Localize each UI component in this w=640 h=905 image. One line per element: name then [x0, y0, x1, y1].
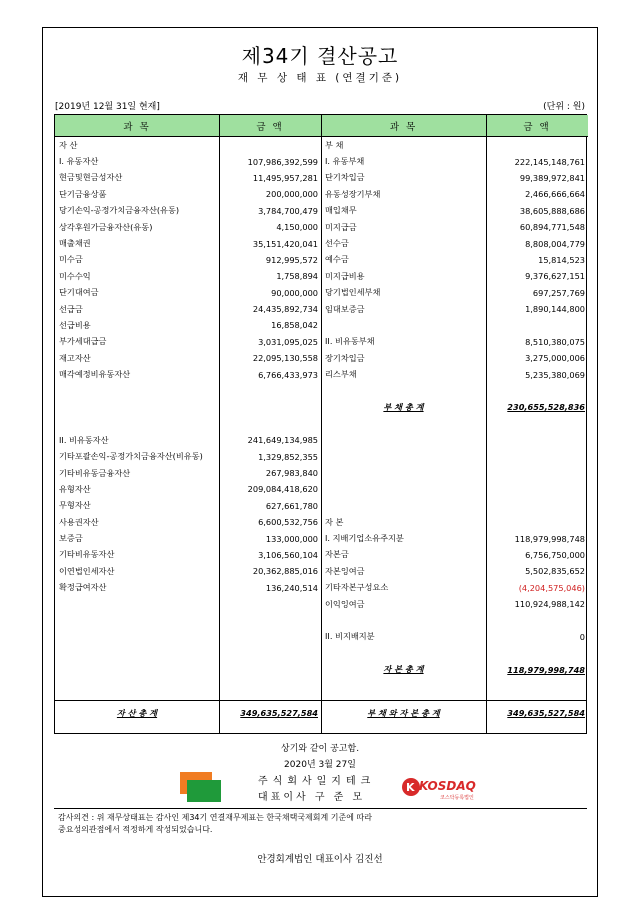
liability-equity-row [321, 580, 588, 596]
asset-value: 3,106,560,104 [258, 549, 318, 560]
right-amount-header: 금 액 [486, 115, 588, 137]
right-item-header: 과 목 [321, 115, 486, 137]
asset-label: 보증금 [59, 533, 83, 544]
liability-equity-row [321, 334, 588, 350]
liability-equity-label: II. 비지배지분 [325, 631, 375, 642]
kosdaq-logo-subtext: 코스닥등록법인 [440, 795, 474, 801]
asset-row [55, 301, 321, 317]
asset-value: 200,000,000 [265, 189, 318, 200]
asset-value: 3,784,700,479 [258, 205, 318, 216]
asset-label: 단기대여금 [59, 287, 99, 298]
asset-row [55, 317, 321, 333]
asset-value: 24,435,892,734 [252, 304, 318, 315]
asset-value: 90,000,000 [271, 287, 318, 298]
liability-equity-value: (4,204,575,046) [518, 582, 585, 593]
asset-label: 미수수익 [59, 270, 91, 281]
liability-equity-row [321, 432, 588, 448]
liabilities-equity-total-row [321, 705, 588, 721]
liability-equity-row [321, 317, 588, 333]
audit-opinion [54, 808, 587, 838]
totals-divider [55, 700, 586, 701]
liability-equity-row [321, 203, 588, 219]
asset-row [55, 580, 321, 596]
asset-label: 부가세대급금 [59, 336, 107, 347]
asset-row [55, 514, 321, 530]
asset-row [55, 448, 321, 464]
liability-equity-label: 임대보증금 [325, 303, 365, 314]
asset-label: 유형자산 [59, 483, 91, 494]
asset-value: 22,095,130,558 [252, 353, 318, 364]
left-item-header: 과 목 [55, 115, 219, 137]
asset-value: 3,031,095,025 [258, 336, 318, 347]
asset-value: 11,495,957,281 [252, 172, 318, 183]
liabilities-equity-total-label: 부 채 와 자 본 총 계 [367, 707, 440, 718]
asset-value: 912,995,572 [265, 254, 318, 265]
company-logo-green [187, 780, 221, 802]
liability-equity-value: 3,275,000,006 [525, 353, 585, 364]
liability-equity-row [321, 186, 588, 202]
liability-equity-row [321, 219, 588, 235]
asset-value: 107,986,392,599 [247, 156, 318, 167]
kosdaq-logo-k: K [406, 781, 415, 794]
liability-equity-row [321, 645, 588, 661]
page-title: 제34기 결산공고 [241, 44, 399, 68]
liabilities-equity-total-value: 349,635,527,584 [507, 708, 585, 719]
liability-equity-row [321, 514, 588, 530]
asset-label: 미수금 [59, 254, 83, 265]
liability-equity-value: 15,814,523 [538, 254, 585, 265]
asset-row [55, 219, 321, 235]
asset-value: 1,329,852,355 [258, 451, 318, 462]
asset-value: 4,150,000 [276, 222, 318, 233]
asset-row [55, 153, 321, 169]
asset-row [55, 203, 321, 219]
liability-equity-value: 230,655,528,836 [507, 402, 585, 413]
liability-equity-row [321, 235, 588, 251]
asset-label: 당기손익-공정가치금융자산(유동) [59, 205, 180, 216]
liability-equity-label: I. 유동부채 [325, 156, 365, 167]
liability-equity-row [321, 350, 588, 366]
liability-equity-value: 697,257,769 [532, 287, 585, 298]
asset-row [55, 366, 321, 382]
liability-equity-value: 8,510,380,075 [525, 336, 585, 347]
asset-label: 현금및현금성자산 [59, 172, 123, 183]
asset-value: 627,661,780 [265, 500, 318, 511]
audit-opinion-line: 감사의견 : 위 재무상태표는 감사인 제34기 연결재무제표는 한국채택국제회계 기준에 따라 [58, 813, 372, 822]
asset-row [55, 547, 321, 563]
asset-row [55, 170, 321, 186]
page-subtitle: 재 무 상 태 표 (연결기준) [237, 72, 403, 84]
liability-equity-label: 부 채 [325, 139, 344, 150]
liability-equity-row [321, 268, 588, 284]
liability-equity-row [321, 252, 588, 268]
liability-equity-row [321, 498, 588, 514]
auditor-name: 안경회계법인 대표이사 김진선 [257, 854, 383, 865]
asset-label: 선급금 [59, 303, 83, 314]
asset-value: 35,151,420,041 [252, 238, 318, 249]
asset-label: 매각예정비유동자산 [59, 369, 131, 380]
liability-equity-row [321, 285, 588, 301]
asset-row [55, 481, 321, 497]
liability-equity-row [321, 137, 588, 153]
liability-equity-label: 단기차입금 [325, 172, 365, 183]
asset-row [55, 416, 321, 432]
asset-label: 자 산 [59, 139, 78, 150]
liability-equity-label: I. 지배기업소유주지분 [325, 533, 404, 544]
liability-equity-row [321, 170, 588, 186]
liability-equity-label: 리스부채 [325, 369, 357, 380]
asset-row [55, 334, 321, 350]
liability-equity-row [321, 366, 588, 382]
asset-value: 267,983,840 [265, 468, 318, 478]
ceo-name: 대표이사 구 준 모 [258, 792, 366, 803]
asset-label: 상각후원가금융자산(유동) [59, 221, 153, 232]
asset-label: I. 유동자산 [59, 156, 99, 167]
liability-equity-row [321, 596, 588, 612]
asset-label: 기타비유동금융자산 [59, 467, 131, 478]
asset-row [55, 252, 321, 268]
liability-equity-label: 유동성장기부채 [325, 188, 381, 199]
liability-equity-value: 0 [579, 631, 585, 642]
liability-equity-label: 미지급비용 [325, 270, 365, 281]
asset-row [55, 383, 321, 399]
liability-equity-label: 선수금 [325, 238, 349, 249]
asset-row [55, 530, 321, 546]
liability-equity-value: 222,145,148,761 [514, 156, 585, 167]
asset-value: 133,000,000 [265, 533, 318, 544]
liability-equity-row [321, 547, 588, 563]
asset-row [55, 268, 321, 284]
liability-equity-row [321, 448, 588, 464]
liability-equity-value: 9,376,627,151 [525, 271, 585, 282]
asset-label: 이연법인세자산 [59, 565, 115, 576]
liability-equity-row [321, 301, 588, 317]
liability-equity-label: 자본금 [325, 549, 349, 560]
asset-label: 단기금융상품 [59, 188, 107, 199]
liability-equity-value: 60,894,771,548 [519, 222, 585, 233]
asset-value: 241,649,134,985 [247, 435, 318, 446]
asset-label: 확정급여자산 [59, 582, 107, 593]
liability-equity-label: 기타자본구성요소 [325, 582, 389, 593]
kosdaq-logo-text: KOSDAQ [419, 779, 476, 793]
asset-row [55, 350, 321, 366]
left-amount-header: 금 액 [219, 115, 321, 137]
as-of-date: [2019년 12월 31일 현재] [55, 102, 160, 112]
liability-equity-row [321, 612, 588, 628]
asset-row [55, 285, 321, 301]
asset-row [55, 235, 321, 251]
liability-equity-value: 1,890,144,800 [525, 304, 585, 315]
asset-value: 1,758,894 [276, 271, 318, 282]
liability-equity-row [321, 153, 588, 169]
asset-value: 16,858,042 [271, 320, 318, 331]
liability-equity-label: 예수금 [325, 254, 349, 265]
asset-row [55, 465, 321, 481]
asset-label: 사용권자산 [59, 516, 99, 527]
liability-equity-value: 118,979,998,748 [514, 533, 585, 544]
asset-row [55, 399, 321, 415]
liability-equity-value: 2,466,666,664 [525, 189, 585, 200]
liability-equity-value: 5,502,835,652 [525, 566, 585, 577]
liabilities-equity-rows [321, 137, 588, 678]
liability-equity-label: 미지급금 [325, 221, 357, 232]
liability-equity-row [321, 629, 588, 645]
assets-total-label: 자 산 총 계 [116, 707, 158, 718]
liability-equity-value: 5,235,380,069 [525, 369, 585, 380]
liability-equity-row [321, 563, 588, 579]
liability-equity-value: 118,979,998,748 [507, 664, 585, 675]
asset-row [55, 137, 321, 153]
liability-equity-row [321, 530, 588, 546]
liability-equity-label: 매입채무 [325, 205, 357, 216]
asset-label: 무형자산 [59, 500, 91, 511]
liability-equity-row [321, 465, 588, 481]
assets-rows [55, 137, 321, 596]
asset-label: 선급비용 [59, 319, 91, 330]
audit-opinion-line: 중요성의관점에서 적정하게 작성되었습니다. [58, 825, 213, 834]
liability-equity-value: 8,808,004,779 [525, 238, 585, 249]
liability-equity-value: 38,605,888,686 [519, 205, 585, 216]
asset-row [55, 563, 321, 579]
asset-row [55, 432, 321, 448]
asset-row [55, 186, 321, 202]
asset-row [55, 498, 321, 514]
liability-equity-label: 이익잉여금 [325, 598, 365, 609]
liability-equity-row [321, 399, 588, 415]
liability-equity-label: II. 비유동부채 [325, 336, 375, 347]
liability-equity-label: 자본잉여금 [325, 565, 365, 576]
unit-label: (단위 : 원) [543, 102, 585, 112]
asset-value: 6,600,532,756 [258, 517, 318, 528]
asset-value: 136,240,514 [265, 582, 318, 593]
liability-equity-label: 부 채 총 계 [383, 401, 424, 412]
liability-equity-value: 110,924,988,142 [514, 599, 585, 610]
liability-equity-row [321, 481, 588, 497]
liability-equity-label: 장기차입금 [325, 352, 365, 363]
liability-equity-value: 6,756,750,000 [525, 549, 585, 560]
liability-equity-row [321, 662, 588, 678]
asset-label: 기타포괄손익-공정가치금융자산(비유동) [59, 451, 203, 462]
liability-equity-label: 당기법인세부채 [325, 287, 381, 298]
notice-date: 2020년 3월 27일 [284, 760, 356, 770]
asset-value: 209,084,418,620 [247, 484, 318, 495]
asset-label: 기타비유동자산 [59, 549, 115, 560]
assets-total-row [55, 705, 321, 721]
asset-label: 재고자산 [59, 352, 91, 363]
liability-equity-value: 99,389,972,841 [519, 172, 585, 183]
notice-text: 상기와 같이 공고함. [280, 744, 360, 754]
liability-equity-row [321, 416, 588, 432]
asset-value: 6,766,433,973 [258, 369, 318, 380]
asset-label: II. 비유동자산 [59, 434, 109, 445]
liability-equity-row [321, 383, 588, 399]
kosdaq-logo [400, 775, 492, 801]
asset-value: 20,362,885,016 [252, 566, 318, 577]
balance-sheet-table [54, 114, 587, 734]
assets-total-value: 349,635,527,584 [240, 708, 318, 719]
company-name: 주식회사일지테크 [258, 776, 376, 787]
liability-equity-label: 자 본 총 계 [383, 664, 424, 675]
asset-label: 매출채권 [59, 238, 91, 249]
liability-equity-label: 자 본 [325, 516, 344, 527]
